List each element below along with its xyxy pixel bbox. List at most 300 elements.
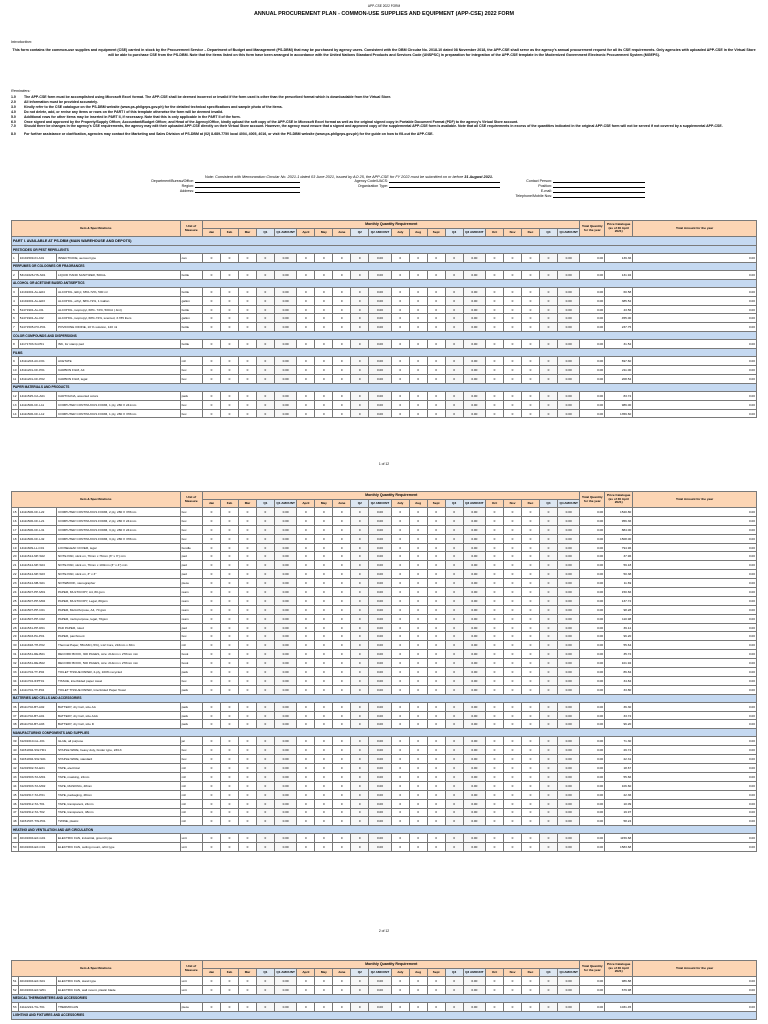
month-qty-input[interactable]: 0 [238,764,256,773]
month-qty-input[interactable]: 0 [297,843,315,852]
month-qty-input[interactable]: 0 [238,623,256,632]
month-qty-input[interactable]: 0 [238,270,256,279]
month-qty-input[interactable]: 0 [504,702,522,711]
month-qty-input[interactable]: 0 [203,400,221,409]
month-qty-input[interactable]: 0 [221,659,239,668]
month-qty-input[interactable]: 0 [315,641,333,650]
month-qty-input[interactable]: 0 [333,305,351,314]
month-qty-input[interactable]: 0 [427,772,445,781]
month-qty-input[interactable]: 0 [504,985,522,994]
month-qty-input[interactable]: 0 [391,623,409,632]
month-qty-input[interactable]: 0 [409,400,427,409]
month-qty-input[interactable]: 0 [522,296,540,305]
month-qty-input[interactable]: 0 [486,746,504,755]
month-qty-input[interactable]: 0 [409,755,427,764]
month-qty-input[interactable]: 0 [221,314,239,323]
month-qty-input[interactable]: 0 [333,772,351,781]
month-qty-input[interactable]: 0 [315,676,333,685]
month-qty-input[interactable]: 0 [297,746,315,755]
month-qty-input[interactable]: 0 [333,676,351,685]
month-qty-input[interactable]: 0 [486,843,504,852]
month-qty-input[interactable]: 0 [315,588,333,597]
month-qty-input[interactable]: 0 [297,287,315,296]
month-qty-input[interactable]: 0 [238,314,256,323]
info-field-input[interactable] [195,189,300,193]
month-qty-input[interactable]: 0 [238,508,256,517]
month-qty-input[interactable]: 0 [333,781,351,790]
month-qty-input[interactable]: 0 [486,588,504,597]
month-qty-input[interactable]: 0 [238,588,256,597]
month-qty-input[interactable]: 0 [486,508,504,517]
month-qty-input[interactable]: 0 [504,534,522,543]
month-qty-input[interactable]: 0 [315,409,333,418]
month-qty-input[interactable]: 0 [297,552,315,561]
month-qty-input[interactable]: 0 [238,702,256,711]
month-qty-input[interactable]: 0 [221,516,239,525]
month-qty-input[interactable]: 0 [315,374,333,383]
month-qty-input[interactable]: 0 [297,409,315,418]
month-qty-input[interactable]: 0 [504,340,522,349]
month-qty-input[interactable]: 0 [427,711,445,720]
month-qty-input[interactable]: 0 [522,764,540,773]
month-qty-input[interactable]: 0 [504,843,522,852]
month-qty-input[interactable]: 0 [409,737,427,746]
month-qty-input[interactable]: 0 [221,287,239,296]
month-qty-input[interactable]: 0 [221,374,239,383]
month-qty-input[interactable]: 0 [238,737,256,746]
month-qty-input[interactable]: 0 [333,596,351,605]
month-qty-input[interactable]: 0 [504,668,522,677]
month-qty-input[interactable]: 0 [297,366,315,375]
month-qty-input[interactable]: 0 [221,843,239,852]
month-qty-input[interactable]: 0 [333,817,351,826]
month-qty-input[interactable]: 0 [427,790,445,799]
month-qty-input[interactable]: 0 [391,790,409,799]
month-qty-input[interactable]: 0 [297,1002,315,1011]
month-qty-input[interactable]: 0 [315,808,333,817]
month-qty-input[interactable]: 0 [203,623,221,632]
month-qty-input[interactable]: 0 [486,516,504,525]
month-qty-input[interactable]: 0 [522,508,540,517]
month-qty-input[interactable]: 0 [333,588,351,597]
month-qty-input[interactable]: 0 [409,659,427,668]
month-qty-input[interactable]: 0 [297,755,315,764]
month-qty-input[interactable]: 0 [427,702,445,711]
month-qty-input[interactable]: 0 [297,764,315,773]
month-qty-input[interactable]: 0 [221,543,239,552]
month-qty-input[interactable]: 0 [486,391,504,400]
month-qty-input[interactable]: 0 [333,668,351,677]
month-qty-input[interactable]: 0 [504,977,522,986]
month-qty-input[interactable]: 0 [333,508,351,517]
month-qty-input[interactable]: 0 [238,632,256,641]
month-qty-input[interactable]: 0 [203,764,221,773]
month-qty-input[interactable]: 0 [297,676,315,685]
month-qty-input[interactable]: 0 [522,366,540,375]
month-qty-input[interactable]: 0 [522,790,540,799]
month-qty-input[interactable]: 0 [504,296,522,305]
month-qty-input[interactable]: 0 [409,588,427,597]
month-qty-input[interactable]: 0 [203,799,221,808]
month-qty-input[interactable]: 0 [504,374,522,383]
month-qty-input[interactable]: 0 [315,323,333,332]
month-qty-input[interactable]: 0 [409,668,427,677]
month-qty-input[interactable]: 0 [522,314,540,323]
month-qty-input[interactable]: 0 [238,843,256,852]
month-qty-input[interactable]: 0 [297,977,315,986]
month-qty-input[interactable]: 0 [297,702,315,711]
month-qty-input[interactable]: 0 [297,525,315,534]
month-qty-input[interactable]: 0 [409,296,427,305]
month-qty-input[interactable]: 0 [391,605,409,614]
info-field-input[interactable] [389,179,500,183]
month-qty-input[interactable]: 0 [486,755,504,764]
month-qty-input[interactable]: 0 [486,314,504,323]
month-qty-input[interactable]: 0 [315,516,333,525]
month-qty-input[interactable]: 0 [203,614,221,623]
month-qty-input[interactable]: 0 [504,772,522,781]
month-qty-input[interactable]: 0 [203,357,221,366]
month-qty-input[interactable]: 0 [238,1002,256,1011]
month-qty-input[interactable]: 0 [409,834,427,843]
month-qty-input[interactable]: 0 [238,579,256,588]
month-qty-input[interactable]: 0 [427,296,445,305]
month-qty-input[interactable]: 0 [409,552,427,561]
month-qty-input[interactable]: 0 [315,764,333,773]
month-qty-input[interactable]: 0 [238,711,256,720]
month-qty-input[interactable]: 0 [333,755,351,764]
month-qty-input[interactable]: 0 [333,516,351,525]
month-qty-input[interactable]: 0 [203,314,221,323]
month-qty-input[interactable]: 0 [504,561,522,570]
month-qty-input[interactable]: 0 [409,977,427,986]
month-qty-input[interactable]: 0 [486,1002,504,1011]
month-qty-input[interactable]: 0 [486,711,504,720]
month-qty-input[interactable]: 0 [203,711,221,720]
month-qty-input[interactable]: 0 [315,366,333,375]
month-qty-input[interactable]: 0 [504,588,522,597]
month-qty-input[interactable]: 0 [427,552,445,561]
month-qty-input[interactable]: 0 [427,720,445,729]
month-qty-input[interactable]: 0 [486,817,504,826]
month-qty-input[interactable]: 0 [297,632,315,641]
month-qty-input[interactable]: 0 [315,799,333,808]
month-qty-input[interactable]: 0 [297,737,315,746]
month-qty-input[interactable]: 0 [315,790,333,799]
month-qty-input[interactable]: 0 [221,772,239,781]
month-qty-input[interactable]: 0 [504,799,522,808]
month-qty-input[interactable]: 0 [203,366,221,375]
month-qty-input[interactable]: 0 [504,254,522,263]
month-qty-input[interactable]: 0 [409,781,427,790]
month-qty-input[interactable]: 0 [297,270,315,279]
month-qty-input[interactable]: 0 [522,596,540,605]
month-qty-input[interactable]: 0 [315,720,333,729]
month-qty-input[interactable]: 0 [221,641,239,650]
month-qty-input[interactable]: 0 [427,985,445,994]
month-qty-input[interactable]: 0 [427,843,445,852]
month-qty-input[interactable]: 0 [391,254,409,263]
month-qty-input[interactable]: 0 [486,296,504,305]
month-qty-input[interactable]: 0 [504,659,522,668]
month-qty-input[interactable]: 0 [504,357,522,366]
month-qty-input[interactable]: 0 [315,543,333,552]
month-qty-input[interactable]: 0 [238,374,256,383]
month-qty-input[interactable]: 0 [486,985,504,994]
month-qty-input[interactable]: 0 [391,305,409,314]
month-qty-input[interactable]: 0 [221,685,239,694]
month-qty-input[interactable]: 0 [522,659,540,668]
month-qty-input[interactable]: 0 [504,676,522,685]
month-qty-input[interactable]: 0 [221,552,239,561]
month-qty-input[interactable]: 0 [297,834,315,843]
month-qty-input[interactable]: 0 [486,287,504,296]
month-qty-input[interactable]: 0 [522,781,540,790]
month-qty-input[interactable]: 0 [486,366,504,375]
month-qty-input[interactable]: 0 [221,409,239,418]
month-qty-input[interactable]: 0 [297,808,315,817]
month-qty-input[interactable]: 0 [409,614,427,623]
month-qty-input[interactable]: 0 [391,561,409,570]
month-qty-input[interactable]: 0 [315,579,333,588]
month-qty-input[interactable]: 0 [221,366,239,375]
month-qty-input[interactable]: 0 [203,605,221,614]
month-qty-input[interactable]: 0 [221,400,239,409]
month-qty-input[interactable]: 0 [221,650,239,659]
month-qty-input[interactable]: 0 [391,702,409,711]
month-qty-input[interactable]: 0 [203,790,221,799]
month-qty-input[interactable]: 0 [486,834,504,843]
month-qty-input[interactable]: 0 [391,614,409,623]
month-qty-input[interactable]: 0 [391,287,409,296]
month-qty-input[interactable]: 0 [522,711,540,720]
month-qty-input[interactable]: 0 [221,799,239,808]
month-qty-input[interactable]: 0 [333,711,351,720]
month-qty-input[interactable]: 0 [333,790,351,799]
month-qty-input[interactable]: 0 [391,374,409,383]
month-qty-input[interactable]: 0 [427,799,445,808]
month-qty-input[interactable]: 0 [315,817,333,826]
month-qty-input[interactable]: 0 [504,614,522,623]
month-qty-input[interactable]: 0 [504,552,522,561]
month-qty-input[interactable]: 0 [238,516,256,525]
month-qty-input[interactable]: 0 [203,641,221,650]
month-qty-input[interactable]: 0 [409,596,427,605]
month-qty-input[interactable]: 0 [315,570,333,579]
month-qty-input[interactable]: 0 [297,357,315,366]
month-qty-input[interactable]: 0 [391,720,409,729]
month-qty-input[interactable]: 0 [221,605,239,614]
month-qty-input[interactable]: 0 [391,1002,409,1011]
month-qty-input[interactable]: 0 [427,817,445,826]
month-qty-input[interactable]: 0 [297,391,315,400]
month-qty-input[interactable]: 0 [409,605,427,614]
month-qty-input[interactable]: 0 [486,270,504,279]
month-qty-input[interactable]: 0 [391,676,409,685]
month-qty-input[interactable]: 0 [427,400,445,409]
month-qty-input[interactable]: 0 [522,843,540,852]
month-qty-input[interactable]: 0 [203,287,221,296]
month-qty-input[interactable]: 0 [427,254,445,263]
month-qty-input[interactable]: 0 [238,357,256,366]
month-qty-input[interactable]: 0 [238,561,256,570]
month-qty-input[interactable]: 0 [504,808,522,817]
month-qty-input[interactable]: 0 [315,596,333,605]
month-qty-input[interactable]: 0 [221,305,239,314]
month-qty-input[interactable]: 0 [238,605,256,614]
month-qty-input[interactable]: 0 [391,314,409,323]
month-qty-input[interactable]: 0 [504,737,522,746]
month-qty-input[interactable]: 0 [203,409,221,418]
month-qty-input[interactable]: 0 [333,391,351,400]
month-qty-input[interactable]: 0 [427,357,445,366]
month-qty-input[interactable]: 0 [315,534,333,543]
month-qty-input[interactable]: 0 [409,799,427,808]
month-qty-input[interactable]: 0 [427,543,445,552]
month-qty-input[interactable]: 0 [203,1002,221,1011]
month-qty-input[interactable]: 0 [315,737,333,746]
month-qty-input[interactable]: 0 [333,534,351,543]
month-qty-input[interactable]: 0 [221,323,239,332]
month-qty-input[interactable]: 0 [333,834,351,843]
month-qty-input[interactable]: 0 [504,720,522,729]
month-qty-input[interactable]: 0 [297,685,315,694]
month-qty-input[interactable]: 0 [203,755,221,764]
month-qty-input[interactable]: 0 [297,720,315,729]
month-qty-input[interactable]: 0 [391,834,409,843]
month-qty-input[interactable]: 0 [221,270,239,279]
month-qty-input[interactable]: 0 [427,391,445,400]
month-qty-input[interactable]: 0 [522,676,540,685]
month-qty-input[interactable]: 0 [391,685,409,694]
month-qty-input[interactable]: 0 [297,614,315,623]
month-qty-input[interactable]: 0 [427,596,445,605]
month-qty-input[interactable]: 0 [238,254,256,263]
month-qty-input[interactable]: 0 [391,641,409,650]
month-qty-input[interactable]: 0 [486,534,504,543]
month-qty-input[interactable]: 0 [221,817,239,826]
month-qty-input[interactable]: 0 [486,676,504,685]
month-qty-input[interactable]: 0 [297,772,315,781]
month-qty-input[interactable]: 0 [297,534,315,543]
month-qty-input[interactable]: 0 [333,737,351,746]
month-qty-input[interactable]: 0 [504,641,522,650]
month-qty-input[interactable]: 0 [391,668,409,677]
month-qty-input[interactable]: 0 [238,552,256,561]
month-qty-input[interactable]: 0 [315,525,333,534]
month-qty-input[interactable]: 0 [333,254,351,263]
month-qty-input[interactable]: 0 [427,614,445,623]
month-qty-input[interactable]: 0 [522,287,540,296]
month-qty-input[interactable]: 0 [297,374,315,383]
month-qty-input[interactable]: 0 [409,1002,427,1011]
month-qty-input[interactable]: 0 [203,632,221,641]
month-qty-input[interactable]: 0 [297,668,315,677]
month-qty-input[interactable]: 0 [486,632,504,641]
month-qty-input[interactable]: 0 [391,772,409,781]
month-qty-input[interactable]: 0 [486,374,504,383]
month-qty-input[interactable]: 0 [391,570,409,579]
month-qty-input[interactable]: 0 [391,552,409,561]
month-qty-input[interactable]: 0 [522,641,540,650]
month-qty-input[interactable]: 0 [522,323,540,332]
month-qty-input[interactable]: 0 [391,543,409,552]
month-qty-input[interactable]: 0 [238,287,256,296]
month-qty-input[interactable]: 0 [221,614,239,623]
month-qty-input[interactable]: 0 [315,1002,333,1011]
month-qty-input[interactable]: 0 [409,357,427,366]
month-qty-input[interactable]: 0 [486,799,504,808]
month-qty-input[interactable]: 0 [333,808,351,817]
month-qty-input[interactable]: 0 [391,746,409,755]
month-qty-input[interactable]: 0 [522,737,540,746]
month-qty-input[interactable]: 0 [297,296,315,305]
month-qty-input[interactable]: 0 [221,668,239,677]
month-qty-input[interactable]: 0 [409,314,427,323]
month-qty-input[interactable]: 0 [203,720,221,729]
month-qty-input[interactable]: 0 [504,623,522,632]
month-qty-input[interactable]: 0 [486,772,504,781]
month-qty-input[interactable]: 0 [427,764,445,773]
month-qty-input[interactable]: 0 [427,561,445,570]
month-qty-input[interactable]: 0 [486,340,504,349]
month-qty-input[interactable]: 0 [522,340,540,349]
month-qty-input[interactable]: 0 [486,525,504,534]
month-qty-input[interactable]: 0 [391,296,409,305]
month-qty-input[interactable]: 0 [238,685,256,694]
month-qty-input[interactable]: 0 [221,808,239,817]
month-qty-input[interactable]: 0 [315,391,333,400]
month-qty-input[interactable]: 0 [522,400,540,409]
month-qty-input[interactable]: 0 [238,366,256,375]
month-qty-input[interactable]: 0 [522,834,540,843]
month-qty-input[interactable]: 0 [203,817,221,826]
month-qty-input[interactable]: 0 [522,579,540,588]
month-qty-input[interactable]: 0 [221,977,239,986]
month-qty-input[interactable]: 0 [203,525,221,534]
month-qty-input[interactable]: 0 [333,614,351,623]
month-qty-input[interactable]: 0 [333,659,351,668]
month-qty-input[interactable]: 0 [522,808,540,817]
month-qty-input[interactable]: 0 [221,764,239,773]
info-field-input[interactable] [553,189,645,193]
month-qty-input[interactable]: 0 [238,340,256,349]
month-qty-input[interactable]: 0 [297,561,315,570]
month-qty-input[interactable]: 0 [409,534,427,543]
month-qty-input[interactable]: 0 [203,781,221,790]
month-qty-input[interactable]: 0 [221,711,239,720]
month-qty-input[interactable]: 0 [391,596,409,605]
month-qty-input[interactable]: 0 [315,772,333,781]
month-qty-input[interactable]: 0 [486,720,504,729]
month-qty-input[interactable]: 0 [391,525,409,534]
month-qty-input[interactable]: 0 [427,588,445,597]
month-qty-input[interactable]: 0 [221,985,239,994]
month-qty-input[interactable]: 0 [221,357,239,366]
month-qty-input[interactable]: 0 [486,614,504,623]
month-qty-input[interactable]: 0 [238,534,256,543]
month-qty-input[interactable]: 0 [333,764,351,773]
month-qty-input[interactable]: 0 [391,977,409,986]
month-qty-input[interactable]: 0 [315,659,333,668]
month-qty-input[interactable]: 0 [203,834,221,843]
month-qty-input[interactable]: 0 [409,409,427,418]
month-qty-input[interactable]: 0 [391,534,409,543]
month-qty-input[interactable]: 0 [297,711,315,720]
month-qty-input[interactable]: 0 [391,799,409,808]
month-qty-input[interactable]: 0 [522,720,540,729]
month-qty-input[interactable]: 0 [504,817,522,826]
